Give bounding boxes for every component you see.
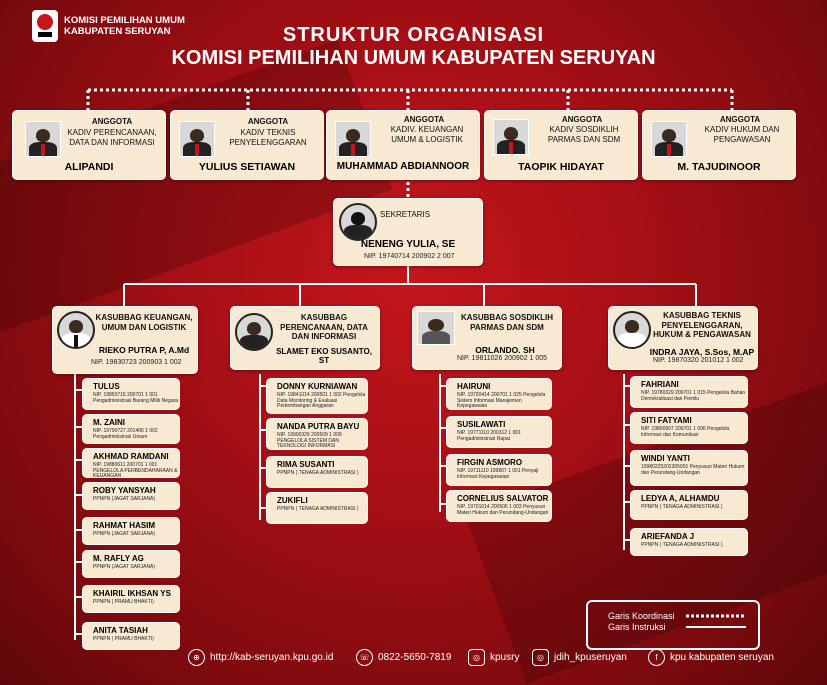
staff-name: KHAIRIL IKHSAN YS	[93, 589, 171, 598]
phone-icon: ☏	[356, 649, 373, 666]
staff-card	[266, 378, 368, 414]
anggota-role: ANGGOTA	[719, 115, 761, 124]
kasubbag-card	[608, 306, 758, 370]
anggota-division: KADIV. KEUANGAN UMUM & LOGISTIK	[390, 125, 464, 144]
anggota-role: ANGGOTA	[247, 117, 289, 126]
kasubbag-nip: NIP. 19870320 201012 1 002	[653, 357, 744, 364]
staff-desc: PPNPN ( TENAGA ADMINISTRASI )	[641, 504, 723, 510]
staff-card	[630, 412, 748, 444]
staff-desc: PPNPN ( TENAGA ADMINISTRASI )	[277, 470, 359, 476]
anggota-card	[170, 110, 324, 180]
staff-desc: PPNPN ( PRAMU BHAKTI)	[93, 636, 154, 642]
staff-name: M. ZAINI	[93, 418, 125, 427]
anggota-role: ANGGOTA	[561, 115, 603, 124]
anggota-division: KADIV TEKNIS PENYELENGGARAN	[229, 128, 307, 147]
staff-card	[446, 416, 552, 448]
staff-name: WINDI YANTI	[641, 454, 690, 463]
staff-name: TULUS	[93, 382, 120, 391]
sekretaris-photo	[339, 203, 377, 241]
staff-desc: NIP. 19900329 200509 1 009 PENGELOLA SISTEM DAN TEKNOLOGI INFORMASI	[277, 432, 342, 449]
kasubbag-card	[230, 306, 380, 370]
staff-name: SITI FATYAMI	[641, 416, 692, 425]
page-title: STRUKTUR ORGANISASI	[282, 24, 545, 46]
staff-name: M. RAFLY AG	[93, 554, 144, 563]
staff-desc: PPNPN (JAGAT SARJANA)	[93, 496, 156, 502]
kasubbag-photo	[613, 311, 651, 349]
sekretaris-role: SEKRETARIS	[380, 210, 431, 219]
anggota-name: MUHAMMAD ABDIANNOOR	[336, 161, 470, 172]
instagram-icon: ◎	[468, 649, 485, 666]
footer-instagram-1-text: kpusry	[490, 652, 520, 664]
sekretaris-nip: NIP. 19740714 200902 2 007	[364, 253, 455, 260]
staff-card	[630, 450, 748, 486]
globe-icon: ⊕	[188, 649, 205, 666]
kasubbag-card	[412, 306, 562, 370]
kasubbag-title: KASUBBAG KEUANGAN, UMUM DAN LOGISTIK	[95, 313, 193, 332]
staff-desc: NIP. 19711110 199807 1 001 Penyaji Informasi Kepegawaian	[457, 468, 539, 480]
footer-instagram-1[interactable]	[468, 649, 519, 666]
staff-desc: NIP. 19701014 200506 1 003 Penyusun Materi Hukum dan Perundang-Undangan	[457, 504, 549, 516]
legend-koordinasi-label: Garis Koordinasi	[608, 611, 675, 621]
staff-desc: PPNPN (JAGAT SARJANA)	[93, 531, 156, 537]
kasubbag-name: INDRA JAYA, S.Sos, M.AP	[649, 347, 755, 357]
anggota-division: KADIV PERENCANAAN, DATA DAN INFORMASI	[67, 128, 157, 147]
anggota-photo	[335, 121, 371, 157]
footer-instagram-2-text: jdih_kpuseruyan	[554, 652, 627, 664]
anggota-photo	[179, 121, 215, 157]
kasubbag-title: KASUBBAG TEKNIS PENYELENGGARAN, HUKUM & PENGAWASAN	[653, 311, 751, 339]
footer-facebook-text: kpu kabupaten seruyan	[670, 652, 774, 664]
staff-desc: PPNPN (JAGAT SARJANA)	[93, 564, 156, 570]
footer-phone-text: 0822-5650-7819	[378, 652, 452, 664]
anggota-photo	[493, 119, 529, 155]
anggota-card	[326, 110, 480, 180]
staff-card	[82, 585, 180, 613]
kasubbag-title: KASUBBAG SOSDIKLIH PARMAS DAN SDM	[460, 313, 553, 332]
staff-desc: NIP. 19790727 201406 1 002 Pengadministrasi Umum	[93, 428, 158, 440]
footer-instagram-2[interactable]	[532, 649, 627, 666]
kasubbag-name: ORLANDO. SH	[475, 345, 535, 355]
footer-website-text: http://kab-seruyan.kpu.go.id	[210, 652, 334, 664]
staff-card	[446, 454, 552, 486]
anggota-photo	[25, 121, 61, 157]
staff-card	[630, 490, 748, 520]
staff-card	[266, 418, 368, 450]
anggota-role: ANGGOTA	[91, 117, 133, 126]
staff-name: SUSILAWATI	[457, 420, 506, 429]
sekretaris-name: NENENG YULIA, SE	[360, 239, 456, 250]
staff-name: ARIEFANDA J	[641, 532, 695, 541]
anggota-card	[484, 110, 638, 180]
staff-desc: 19980225202305001 Penyusun Materi Hukum dan Perundang-Undangan	[641, 464, 745, 476]
staff-card	[266, 492, 368, 524]
kasubbag-title: KASUBBAG PERENCANAAN, DATA DAN INFORMASI	[280, 313, 368, 341]
anggota-name: ALIPANDI	[64, 161, 114, 173]
footer-facebook[interactable]	[648, 649, 774, 666]
staff-card	[82, 550, 180, 578]
org-name-line1: KOMISI PEMILIHAN UMUM	[64, 15, 185, 26]
staff-name: ROBY YANSYAH	[93, 486, 156, 495]
staff-desc: NIP. 19850716 200701 1 001 Pengadministrasi Barang Milik Negara	[93, 392, 179, 404]
staff-card	[630, 376, 748, 408]
staff-desc: NIP. 19841014 200501 1 002 Pengelola Data Monitoring & Evaluasi Perkembangan Anggaran	[277, 392, 366, 409]
staff-name: ANITA TASIAH	[93, 626, 148, 635]
staff-card	[82, 414, 180, 444]
staff-desc: PPNPN ( TENAGA ADMINISTRASI )	[277, 506, 359, 512]
staff-card	[630, 528, 748, 556]
anggota-name: TAOPIK HIDAYAT	[518, 161, 604, 173]
org-name-line2: KABUPATEN SERUYAN	[64, 26, 171, 37]
legend-lines	[588, 602, 758, 648]
anggota-role: ANGGOTA	[403, 115, 445, 124]
staff-desc: NIP. 19771110 200312 1 001 Pengadministrasi Rapat	[457, 430, 521, 442]
staff-desc: NIP. 19720414 200701 1 025 Pengelola Sistem Informasi Manajemen Kepegawaian	[457, 392, 546, 409]
anggota-name: YULIUS SETIAWAN	[198, 161, 296, 173]
kasubbag-photo	[57, 311, 95, 349]
staff-name: FAHRIANI	[641, 380, 679, 389]
facebook-icon: f	[648, 649, 665, 666]
staff-card	[82, 517, 180, 545]
kasubbag-name: RIEKO PUTRA P, A.Md	[98, 345, 190, 355]
staff-card	[82, 622, 180, 650]
staff-card	[446, 378, 552, 410]
kasubbag-nip: NIP. 19830723 200903 1 002	[91, 359, 182, 366]
kasubbag-photo	[235, 313, 273, 351]
staff-name: AKHMAD RAMDANI	[93, 452, 169, 461]
anggota-division: KADIV HUKUM DAN PENGAWASAN	[704, 125, 780, 144]
staff-name: RAHMAT HASIM	[93, 521, 156, 530]
staff-name: RIMA SUSANTI	[277, 460, 335, 469]
instagram-icon: ◎	[532, 649, 549, 666]
page-subtitle: KOMISI PEMILIHAN UMUM KABUPATEN SERUYAN	[171, 47, 656, 69]
staff-desc: NIP. 19800907 200701 1 006 Pengelola Informasi dan Komunikasi	[641, 426, 730, 438]
staff-desc: NIP. 19880611 200701 1 001 PENGELOLA PERBENDAHARAAN & KEUANGAN	[93, 462, 178, 479]
kasubbag-card	[52, 306, 198, 374]
staff-name: CORNELIUS SALVATOR	[457, 494, 549, 503]
anggota-division: KADIV SOSDIKLIH PARMAS DAN SDM	[547, 125, 621, 144]
footer-website[interactable]	[188, 649, 333, 666]
staff-card	[82, 378, 180, 410]
staff-name: DONNY KURNIAWAN	[277, 382, 358, 391]
staff-card	[446, 490, 552, 522]
staff-desc: PPNPN ( TENAGA ADMINISTRASI )	[641, 542, 723, 548]
legend-instruksi-label: Garis Instruksi	[608, 622, 666, 632]
staff-name: LEDYA A, ALHAMDU	[641, 494, 720, 503]
sekretaris-card	[333, 198, 483, 266]
staff-card	[82, 482, 180, 510]
footer-phone[interactable]	[356, 649, 451, 666]
staff-desc: NIP. 19780329 200701 1 015 Pengelola Bahan Demokratisasi dan Pemilu	[641, 390, 746, 402]
staff-name: HAIRUNI	[457, 382, 491, 391]
staff-card	[82, 448, 180, 478]
anggota-name: M. TAJUDINOOR	[677, 161, 761, 173]
anggota-card	[12, 110, 166, 180]
anggota-card	[642, 110, 796, 180]
staff-desc: PPNPN ( PRAMU BHAKTI)	[93, 599, 154, 605]
staff-card	[266, 456, 368, 488]
staff-name: FIRGIN ASMORO	[457, 458, 523, 467]
kasubbag-name: SLAMET EKO SUSANTO, ST	[276, 347, 372, 365]
legend	[586, 600, 760, 650]
anggota-photo	[651, 121, 687, 157]
kasubbag-nip: NIP. 19811026 200902 1 005	[457, 355, 548, 362]
staff-name: NANDA PUTRA BAYU	[277, 422, 360, 431]
staff-name: ZUKIFLI	[277, 496, 308, 505]
kasubbag-photo	[417, 311, 455, 345]
